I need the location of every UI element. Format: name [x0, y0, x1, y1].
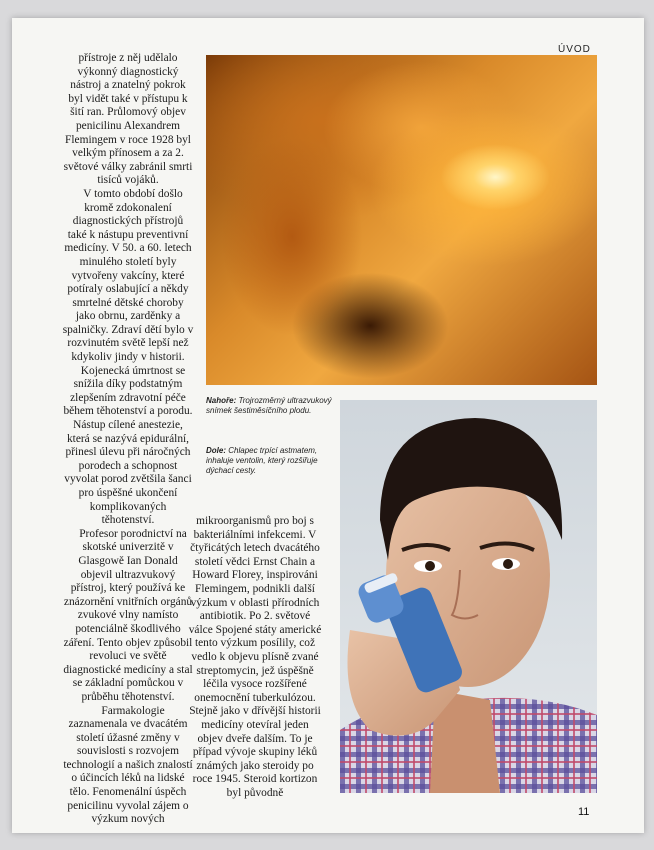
ultrasound-photo	[206, 55, 597, 385]
paragraph: Profesor porodnictví na skotské univerzitě v Glasgowě Ian Donald objevil ultrazvukový přístroj, který používá ke znázornění vnitřních orgánů zvukové vlny namísto potenciálně škodlivého záření. Tento objev způsobil revoluci ve světě diagnostické medicíny a stal se základní pomůckou v průběhu těhotenství.	[63, 527, 193, 703]
paragraph: Farmakologie zaznamenala ve dvacátém století úžasné změny v souvislosti s rozvojem technologií a našich znalostí o účincích léků na lidské tělo. Fenomenální úspěch penicilinu vyvolal zájem o výzkum nových	[63, 704, 193, 826]
caption-label: Nahoře:	[206, 396, 237, 405]
paragraph: Kojenecká úmrtnost se snížila díky podstatným zlepšením zdravotní péče během těhotenství a porodu. Nástup cílené anestezie, která se nazývá epidurální, přinesl úlevu při náročných porodech a schopnost vyvolat porod zvětšila šanci pro úspěšné ukončení komplikovaných těhotenství.	[63, 364, 193, 527]
paragraph: V tomto období došlo kromě zdokonalení diagnostických přístrojů také k nástupu preventivní medicíny. V 50. a 60. letech minulého století byly vytvořeny vakcíny, které potíraly oslabující a někdy smrtelné dětské choroby jako obrnu, zarděnky a spalničky. Zdraví dětí bylo v rozvinutém světě lepší než kdykoliv jindy v historii.	[62, 187, 194, 364]
caption-label: Dole:	[206, 446, 226, 455]
section-label: ÚVOD	[558, 44, 591, 55]
text-column-2	[188, 515, 322, 800]
caption-top	[206, 396, 336, 416]
page-number: 11	[578, 806, 590, 818]
caption-text: Chlapec trpící astmatem, inhaluje ventolin, který rozšiřuje dýchací cesty.	[206, 446, 318, 475]
caption-text: Trojrozměrný ultrazvukový snímek šestiměsíčního plodu.	[206, 396, 332, 415]
boy-illustration	[340, 400, 597, 793]
boy-inhaler-photo	[340, 400, 597, 793]
paragraph: přístroje z něj udělalo výkonný diagnostický nástroj a znatelný pokrok byl vidět také v přístupu k šití ran. Průlomový objev penicilinu Alexandrem Flemingem v roce 1928 byl velkým přínosem a za 2. světové války zabránil smrti tisíců vojáků.	[63, 52, 193, 187]
text-column-1	[62, 52, 194, 827]
caption-bottom	[206, 446, 331, 476]
paragraph: mikroorganismů pro boj s bakteriálními infekcemi. V čtyřicátých letech dvacátého století vědci Ernst Chain a Howard Florey, inspirováni Flemingem, podnikli další výzkum v oblasti přírodních antibiotik. Po 2. světové válce Spojené státy americké tento výzkum posílily, což vedlo k objevu plísně zvané streptomycin, jež úspěšně léčila vysoce rozšířené onemocnění tuberkulózou. Stejně jako v dřívější historii medicíny otevíral jeden objev dveře dalším. To je případ vývoje skupiny léků známých jako steroidy po roce 1945. Steroid kortizon byl původně	[188, 515, 322, 799]
